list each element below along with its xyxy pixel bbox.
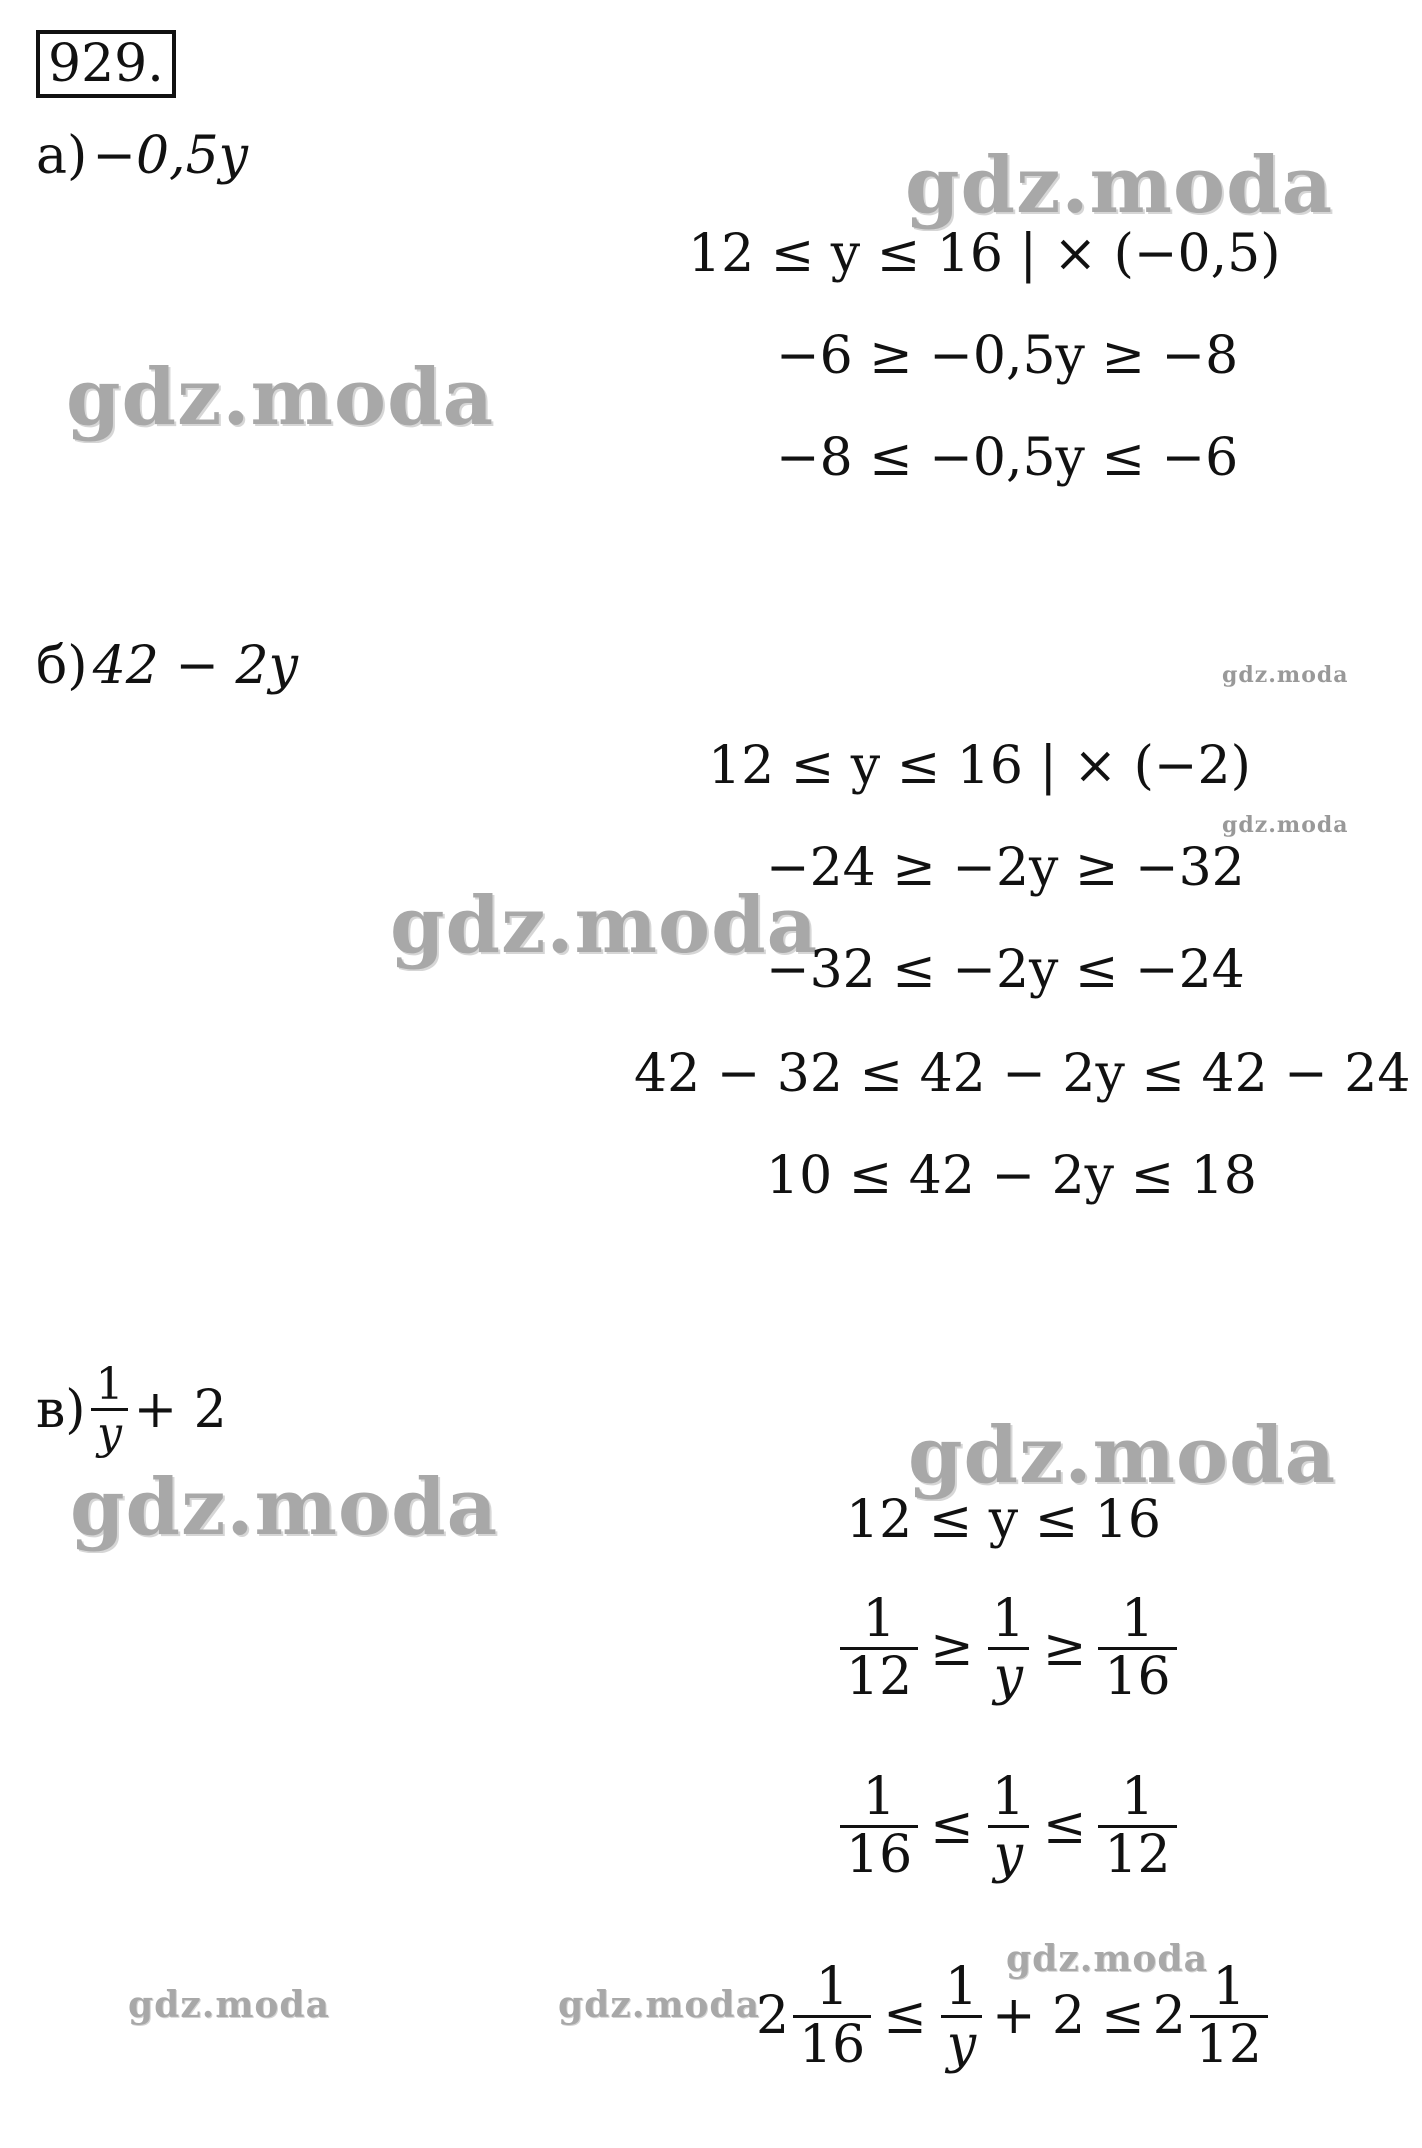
- whole-part: 2: [756, 1986, 790, 2047]
- relation-sign: ≤: [1101, 1986, 1145, 2047]
- fraction-denominator: 16: [1098, 1647, 1176, 1705]
- watermark: gdz.moda: [70, 1462, 499, 1553]
- watermark: gdz.moda: [390, 880, 819, 971]
- part-b-heading: [36, 636, 298, 696]
- watermark: gdz.moda: [558, 1984, 760, 2026]
- fraction-numerator: 1: [944, 1957, 978, 2017]
- part-a-line-1: 12 ≤ y ≤ 16 | × (−0,5): [688, 224, 1281, 284]
- part-c-fraction: [90, 1359, 130, 1460]
- part-a-line-2: −6 ≥ −0,5y ≥ −8: [776, 326, 1239, 386]
- part-a-heading: [36, 126, 248, 186]
- fraction-denominator: y: [91, 1408, 128, 1457]
- watermark: gdz.moda: [908, 1410, 1337, 1501]
- watermark: gdz.moda: [905, 140, 1334, 231]
- part-b-line-5: 10 ≤ 42 − 2y ≤ 18: [766, 1146, 1257, 1206]
- part-a-expression: −0,5y: [92, 126, 249, 186]
- fraction-denominator: 12: [840, 1647, 918, 1705]
- fraction-numerator: 1: [991, 1767, 1025, 1827]
- part-a-label: а): [36, 126, 88, 186]
- part-c-line-3: [836, 1767, 1181, 1885]
- fraction-numerator: 1: [95, 1359, 124, 1410]
- fraction-numerator: 1: [862, 1589, 896, 1649]
- fraction-numerator: 1: [991, 1589, 1025, 1649]
- fraction-denominator: y: [941, 2015, 982, 2073]
- watermark: gdz.moda: [1222, 662, 1349, 688]
- part-c-line-1: 12 ≤ y ≤ 16: [846, 1490, 1161, 1550]
- part-b-line-2: −24 ≥ −2y ≥ −32: [766, 838, 1245, 898]
- watermark: gdz.moda: [128, 1984, 330, 2026]
- fraction-denominator: 16: [840, 1825, 918, 1883]
- part-b-expression: 42 − 2y: [92, 636, 298, 696]
- part-c-line-2: [836, 1589, 1181, 1707]
- part-b-line-1: 12 ≤ y ≤ 16 | × (−2): [708, 736, 1251, 796]
- whole-part: 2: [1152, 1986, 1186, 2047]
- fraction-numerator: 1: [862, 1767, 896, 1827]
- fraction-denominator: y: [988, 1825, 1029, 1883]
- relation-sign: ≤: [930, 1796, 974, 1857]
- part-b-line-4: 42 − 32 ≤ 42 − 2y ≤ 42 − 24: [634, 1044, 1411, 1104]
- part-b-label: б): [36, 636, 88, 696]
- part-c-label: в): [36, 1379, 86, 1440]
- part-c-tail: + 2: [133, 1379, 227, 1440]
- relation-sign: ≤: [1042, 1796, 1087, 1857]
- fraction-numerator: 1: [1120, 1767, 1155, 1827]
- fraction-numerator: 1: [815, 1957, 849, 2017]
- watermark: gdz.moda: [1006, 1938, 1208, 1980]
- fraction-denominator: 12: [1098, 1825, 1176, 1883]
- watermark: gdz.moda: [66, 352, 495, 443]
- relation-sign: ≥: [930, 1618, 974, 1679]
- fraction-denominator: y: [988, 1647, 1029, 1705]
- fraction-denominator: 16: [793, 2015, 871, 2073]
- relation-sign: ≤: [883, 1986, 927, 2047]
- plus-term: + 2: [991, 1986, 1086, 2047]
- part-c-heading: [36, 1359, 227, 1460]
- watermark: gdz.moda: [1222, 812, 1349, 838]
- problem-number: 929.: [36, 30, 176, 98]
- fraction-numerator: 1: [1120, 1589, 1155, 1649]
- fraction-denominator: 12: [1190, 2015, 1268, 2073]
- relation-sign: ≥: [1042, 1618, 1087, 1679]
- part-a-line-3: −8 ≤ −0,5y ≤ −6: [776, 428, 1239, 488]
- part-b-line-3: −32 ≤ −2y ≤ −24: [766, 940, 1245, 1000]
- fraction-numerator: 1: [1212, 1957, 1246, 2017]
